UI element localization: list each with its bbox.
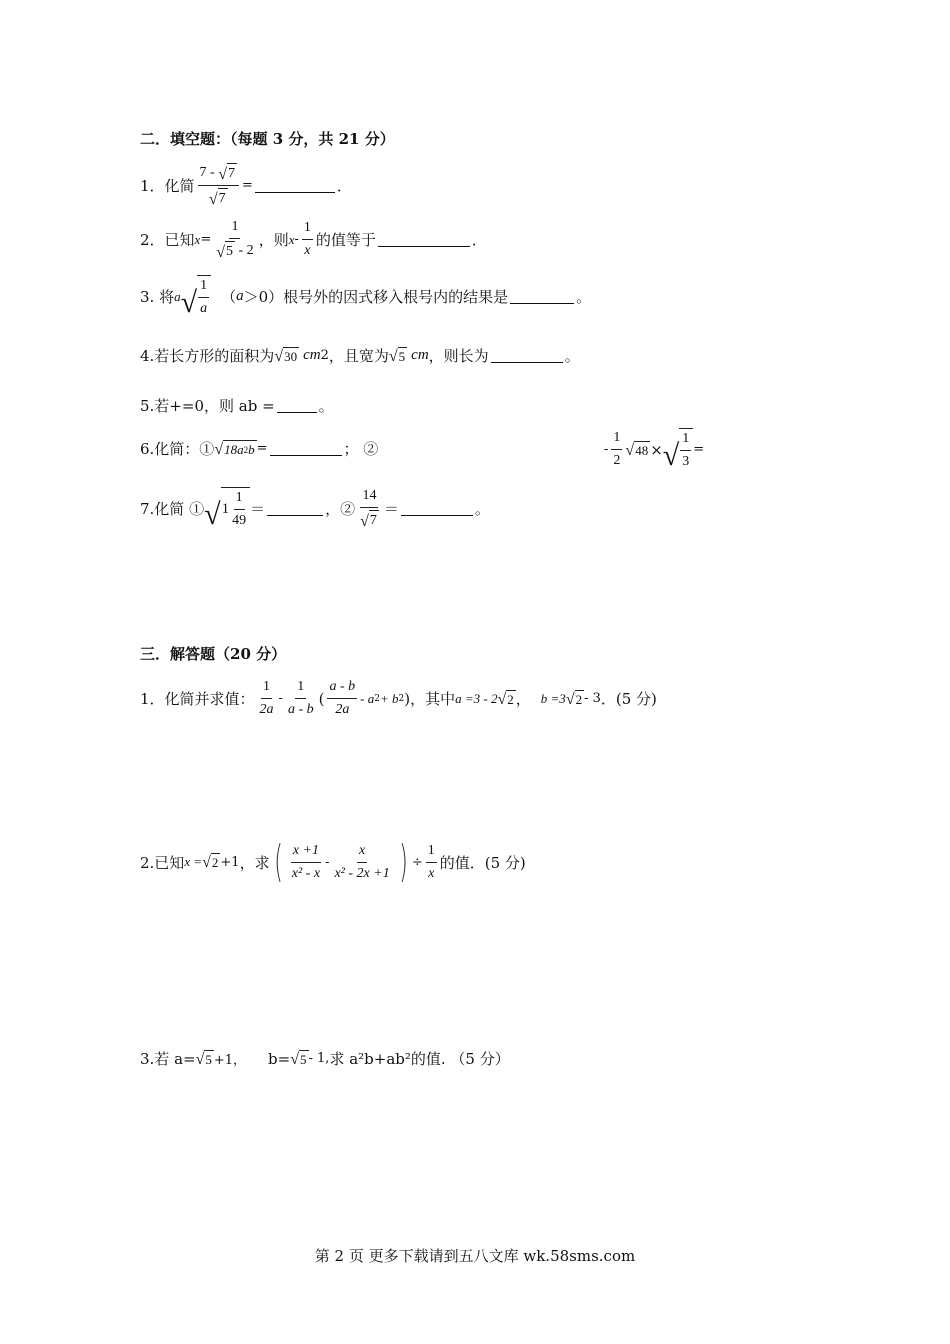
page-footer: 第 2 页 更多下载请到五八文库 wk.58sms.com <box>314 1247 636 1265</box>
fraction: 1 √ 5 - 2 <box>216 219 254 261</box>
question-2-3: 3. 将 a √ $\frac{1}{a}$ （ a ＞0）根号外的因式移入根号内的结果是 。 <box>140 275 591 318</box>
question-2-1: 1．化简 7 - √ 7 √ 7 = ． <box>140 163 352 208</box>
fraction: 7 - √ 7 √ 7 <box>198 163 239 208</box>
answer-blank[interactable] <box>255 178 335 193</box>
question-label: 1．化简 <box>140 177 195 195</box>
question-2-2: 2．已知 x = 1 √ 5 - 2 ，则 x - $\frac{1}{x}$ 的值等于 ． <box>140 219 487 261</box>
section-2-heading: 二．填空题：（每题 3 分，共 21 分） <box>140 130 395 148</box>
fraction: $\frac{1}{x}$ <box>303 220 311 258</box>
answer-blank[interactable] <box>267 501 323 516</box>
question-3-1: 1．化简并求值： $\frac{1}{2a}$ - $\frac{1}{a - b}$ ( $\frac{a - b}{2a}$ - a 2 + b 2 ) ，其中 a =3 - 2 √ 2 ， b =3 √ 2 - 3 ．(5 分) <box>140 679 657 717</box>
question-3-2: 2.已知 x = √ 2 +1 ，求 ( $\frac{x +1}{\text{x² - x}}$ - $\frac{x}{\text{x² - 2x +1}}$ ) ÷ $\frac{1}{x}$ 的值．(5 分) <box>140 836 526 887</box>
answer-blank[interactable] <box>491 348 563 363</box>
answer-blank[interactable] <box>401 501 473 516</box>
right-paren: ) <box>398 836 408 887</box>
left-paren: ( <box>273 836 283 887</box>
question-3-3: 3.若 a= √ 5 +1， b= √ 5 - 1, 求 a²b+ab²的值. （5 分） <box>140 1049 510 1068</box>
answer-blank[interactable] <box>270 441 342 456</box>
radical: √ $\frac{1}{a}$ <box>181 275 211 318</box>
answer-blank[interactable] <box>510 289 574 304</box>
answer-blank[interactable] <box>277 398 317 413</box>
question-2-6: 6.化简：① √ 18a 2 b = ； ② <box>140 440 379 458</box>
section-3-heading: 三．解答题（20 分） <box>140 645 287 663</box>
question-2-4: 4.若长方形的面积为 √ 30 cm 2 ，且宽为 √ 5 cm ，则长为 。 <box>140 347 580 365</box>
question-2-5: 5.若+=0，则 ab = 。 <box>140 397 334 415</box>
question-2-7: 7.化简 ① √ 1 $\frac{1}{49}$ ＝ ，② 14 √ 7 ＝ 。 <box>140 488 490 531</box>
answer-blank[interactable] <box>378 232 470 247</box>
question-2-6-part2: - $\frac{1}{2}$ √ 48 × √ $\frac{1}{3}$ = <box>604 430 705 472</box>
